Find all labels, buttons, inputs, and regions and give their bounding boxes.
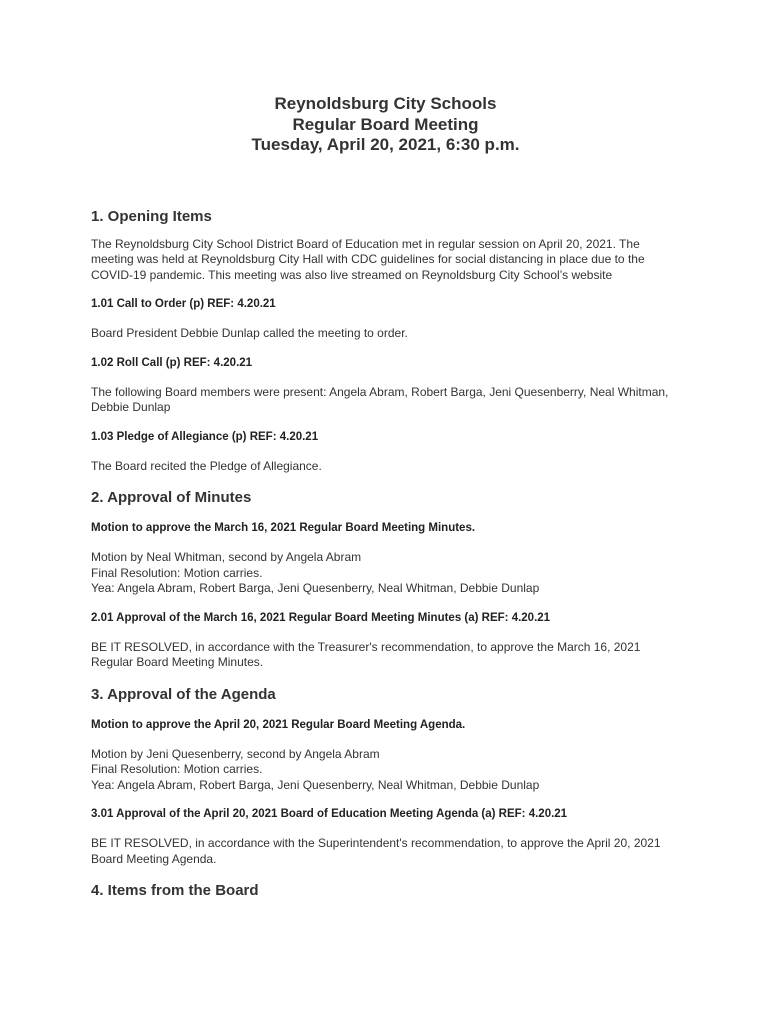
title-meeting: Regular Board Meeting [292, 114, 479, 134]
title-district: Reynoldsburg City Schools [274, 94, 497, 113]
final-resolution-line: Final Resolution: Motion carries. [91, 565, 263, 580]
item-title-approve-agenda: 3.01 Approval of the April 20, 2021 Board of Education Meeting Agenda (a) REF: 4.20.21 [91, 808, 568, 820]
document-title [91, 0, 680, 156]
item-text-roll-call: The following Board members were present: Angela Abram, Robert Barga, Jeni Quesenberry, Neal Whitman, Debbie Dunlap [91, 384, 669, 414]
motion-by-line: Motion by Jeni Quesenberry, second by Angela Abram [91, 746, 380, 761]
motion-details-minutes [91, 550, 680, 597]
title-date: Tuesday, April 20, 2021, 6:30 p.m. [251, 135, 520, 154]
motion-by-line: Motion by Neal Whitman, second by Angela Abram [91, 550, 362, 564]
item-text-approve-agenda: BE IT RESOLVED, in accordance with the Superintendent's recommendation, to approve the April 20, 2021 Board Meeting Agenda. [91, 836, 661, 866]
section-heading-items-from-board: 4. Items from the Board [91, 882, 259, 899]
opening-intro-paragraph: The Reynoldsburg City School District Board of Education met in regular session on April 20, 2021. The meeting was held at Reynoldsburg City Hall with CDC guidelines for social distancing in place due to the COVID-19 pandemic. This meeting was also live streamed on Reynoldsburg City School’s website [91, 236, 645, 282]
motion-title-minutes: Motion to approve the March 16, 2021 Regular Board Meeting Minutes. [91, 522, 476, 534]
item-title-roll-call: 1.02 Roll Call (p) REF: 4.20.21 [91, 356, 253, 369]
item-text-call-to-order: Board President Debbie Dunlap called the meeting to order. [91, 326, 408, 340]
section-heading-approval-of-minutes: 2. Approval of Minutes [91, 489, 252, 506]
final-resolution-line: Final Resolution: Motion carries. [91, 762, 263, 776]
item-text-approve-minutes: BE IT RESOLVED, in accordance with the Treasurer's recommendation, to approve the March 16, 2021 Regular Board Meeting Minutes. [91, 639, 641, 669]
item-title-call-to-order: 1.01 Call to Order (p) REF: 4.20.21 [91, 298, 276, 310]
item-title-approve-minutes: 2.01 Approval of the March 16, 2021 Regular Board Meeting Minutes (a) REF: 4.20.21 [91, 611, 551, 624]
motion-details-agenda [91, 747, 680, 794]
yea-votes-line: Yea: Angela Abram, Robert Barga, Jeni Quesenberry, Neal Whitman, Debbie Dunlap [91, 777, 540, 792]
item-title-pledge: 1.03 Pledge of Allegiance (p) REF: 4.20.21 [91, 430, 319, 443]
motion-title-agenda: Motion to approve the April 20, 2021 Regular Board Meeting Agenda. [91, 718, 466, 731]
yea-votes-line: Yea: Angela Abram, Robert Barga, Jeni Quesenberry, Neal Whitman, Debbie Dunlap [91, 581, 540, 595]
section-heading-opening-items: 1. Opening Items [91, 207, 212, 225]
section-heading-approval-of-agenda: 3. Approval of the Agenda [91, 685, 276, 703]
item-text-pledge: The Board recited the Pledge of Allegiance. [91, 458, 322, 473]
